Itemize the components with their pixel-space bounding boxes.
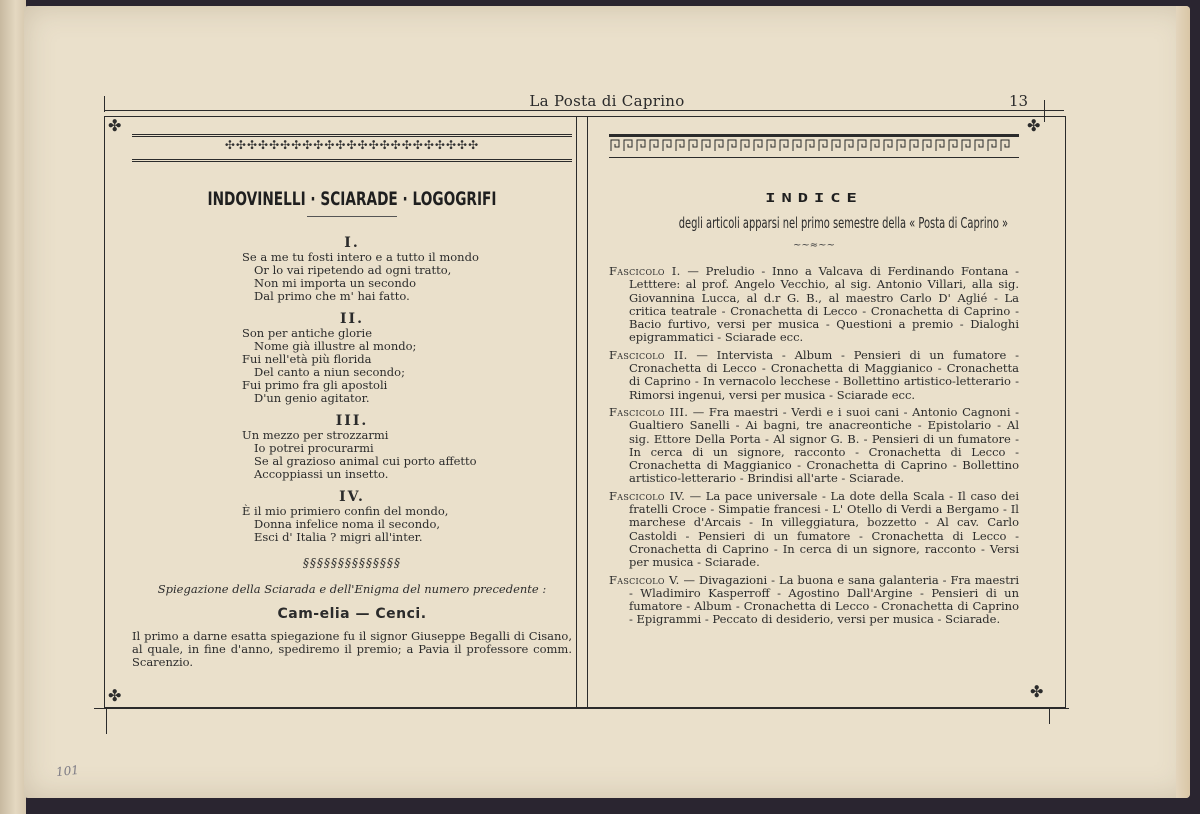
index-entry: [609, 406, 1019, 486]
riddle-verse: [242, 327, 572, 405]
riddle-verse: [242, 429, 572, 481]
corner-ornament-icon: ✤: [1030, 682, 1044, 701]
issue-label: Fascicolo IV.: [609, 488, 686, 503]
meander-motif: [897, 140, 905, 151]
verse-line: Accoppiassi un insetto.: [254, 467, 389, 481]
meander-motif: [754, 140, 762, 151]
meander-motif: [650, 140, 658, 151]
meander-motif: [741, 140, 749, 151]
meander-motif: [871, 140, 879, 151]
index-entry: [609, 349, 1019, 402]
verse-line: Io potrei procurarmi: [254, 441, 374, 455]
meander-motif: [780, 140, 788, 151]
verse-line: Son per antiche glorie: [242, 326, 372, 340]
issue-contents: — La pace universale - La dote della Scala - Il caso dei fratelli Croce - Simpatie francesi - L' Otello di Verdi a Bergamo - Il marchese d'Arcais - In villeggiatura, bozzetto - Al cav. Carlo Castoldi - Pensieri di un fumatore - Cronachetta di Lecco - Cronachetta di Caprino - In cerca di un signore, racconto - Versi per musica - Sciarade.: [629, 488, 1020, 570]
meander-motif: [923, 140, 931, 151]
index-entry: [609, 574, 1019, 627]
verse-line: Esci d' Italia ? migri all'inter.: [254, 530, 423, 544]
closing-paragraph: Il primo a darne esatta spiegazione fu il signor Giuseppe Begalli di Cisano, al quale, in fine d'anno, spediremo il premio; a Pavia il professore comm. Scarenzio.: [132, 629, 572, 669]
verse-line: Un mezzo per strozzarmi: [242, 428, 389, 442]
footer-rule: [94, 708, 1069, 709]
title-underline: [307, 216, 397, 217]
index-subtitle: degli articoli apparsi nel primo semestre della « Posta di Caprino »: [678, 214, 1009, 232]
meander-motif: [611, 140, 619, 151]
magazine-page: [24, 6, 1190, 798]
corner-ornament-icon: ✤: [1027, 116, 1041, 135]
issue-label: Fascicolo III.: [609, 404, 689, 419]
verse-line: Non mi importa un secondo: [254, 276, 417, 290]
meander-motif: [637, 140, 645, 151]
meander-motif: [728, 140, 736, 151]
riddle-numeral: IV.: [339, 489, 365, 505]
meander-motif: [676, 140, 684, 151]
issue-contents: — Fra maestri - Verdi e i suoi cani - Antonio Cagnoni - Gualtiero Sanelli - Ai bagni, tre anacreontiche - Epistolario - Al sig. Ettore Della Porta - Al signor G. B. - Pensieri di un fumatore - In cerca di un signore, racconto - Cronachetta di Lecco - Cronachetta di Maggianico - Cronachetta di Caprino - Bollettino artistico-letterario - Brindisi all'arte - Sciarade.: [629, 404, 1019, 486]
column-divider: [587, 116, 588, 708]
verse-line: Or lo vai ripetendo ad ogni tratto,: [254, 263, 452, 277]
meander-motif: [910, 140, 918, 151]
footer-tick-left: [106, 708, 107, 734]
meander-motif: [1001, 140, 1009, 151]
index-entry: [609, 265, 1019, 345]
meander-motif: [845, 140, 853, 151]
meander-motif: [949, 140, 957, 151]
index-column: [609, 134, 1019, 631]
previous-page-fold: [0, 0, 26, 814]
issue-label: Fascicolo V.: [609, 572, 680, 587]
meander-motif: [936, 140, 944, 151]
riddle-verse: [242, 505, 572, 544]
issue-contents: — Intervista - Album - Pensieri di un fumatore - Cronachetta di Lecco - Cronachetta di Maggianico - Cronachetta di Caprino - In vernacolo lecchese - Bollettino artistico-letterario - Rimorsi ingenui, versi per musica - Sciarade ecc.: [629, 347, 1019, 402]
explanation-caption: Spiegazione della Sciarada e dell'Enigma del numero precedente :: [157, 582, 547, 596]
issue-contents: — Preludio - Inno a Valcava di Ferdinando Fontana - Letttere: al prof. Angelo Vecchio, al sig. Antonio Villari, alla sig. Giovannina Lucca, al d.r G. B., al maestro Carlo D' Aglié - La critica teatrale - Cronachetta di Lecco - Cronachetta di Caprino - Bacio furtivo, versi per musica - Questioni a premio - Dialoghi epigrammatici - Sciarade ecc.: [629, 264, 1020, 345]
flourish-ornament: ~~≈~~: [793, 240, 835, 251]
section-title: INDOVINELLI · SCIARADE · LOGOGRIFI: [207, 188, 497, 210]
pencil-margin-note: 101: [55, 762, 80, 780]
meander-motif: [767, 140, 775, 151]
verse-line: È il mio primiero confin del mondo,: [242, 504, 449, 518]
corner-ornament-icon: ✤: [108, 686, 122, 705]
issue-label: Fascicolo II.: [609, 347, 688, 362]
issue-label: Fascicolo I.: [609, 264, 681, 278]
verse-line: Fui primo fra gli apostoli: [242, 378, 388, 392]
separator: §§§§§§§§§§§§§§: [303, 556, 401, 570]
verse-line: D'un genio agitator.: [254, 391, 370, 405]
verse-line: Se al grazioso animal cui porto affetto: [254, 454, 477, 468]
index-entries: [609, 265, 1019, 627]
meander-motif: [689, 140, 697, 151]
meander-motif: [663, 140, 671, 151]
index-entry: [609, 490, 1019, 570]
meander-motif: [806, 140, 814, 151]
verse-line: Se a me tu fosti intero e a tutto il mondo: [242, 250, 479, 264]
meander-motif: [884, 140, 892, 151]
puzzles-column: [132, 134, 572, 669]
footer-tick-right: [1049, 708, 1050, 724]
header-rule: [104, 110, 1064, 111]
verse-line: Del canto a niun secondo;: [254, 365, 405, 379]
meander-motif: [832, 140, 840, 151]
column-divider: [576, 116, 577, 708]
verse-line: Donna infelice noma il secondo,: [254, 517, 441, 531]
ornamental-band: ✣✣✣✣✣✣✣✣✣✣✣✣✣✣✣✣✣✣✣✣✣✣✣: [132, 134, 572, 162]
meander-motif: [988, 140, 996, 151]
issue-contents: — Divagazioni - La buona e sana galanteria - Fra maestri - Wladimiro Kasperroff - Agostino Dall'Argine - Pensieri di un fumatore - Album - Cronachetta di Lecco - Cronachetta di Caprino - Epigrammi - Peccato di desiderio, versi per musica - Sciarade.: [629, 572, 1020, 627]
meander-motif: [819, 140, 827, 151]
meander-motif: [962, 140, 970, 151]
riddle-numeral: II.: [340, 311, 364, 327]
riddle-numeral: III.: [335, 413, 369, 429]
corner-ornament-icon: ✤: [108, 116, 122, 135]
meander-motif: [793, 140, 801, 151]
verse-line: Fui nell'età più florida: [242, 352, 372, 366]
solution: Cam-elia — Cenci.: [277, 606, 427, 622]
page-number: 13: [1009, 92, 1029, 110]
ornamental-band-pattern: [609, 137, 1019, 153]
meander-motif: [715, 140, 723, 151]
meander-motif: [702, 140, 710, 151]
verse-line: Nome già illustre al mondo;: [254, 339, 417, 353]
page-edge: [1176, 6, 1190, 798]
meander-motif: [858, 140, 866, 151]
riddle-numeral: I.: [344, 235, 360, 251]
riddle-verse: [242, 251, 572, 303]
running-title: La Posta di Caprino: [529, 92, 685, 110]
meander-motif: [975, 140, 983, 151]
meander-motif: [624, 140, 632, 151]
ornamental-band: [609, 134, 1019, 158]
verse-line: Dal primo che m' hai fatto.: [254, 289, 410, 303]
index-title: INDICE: [765, 190, 863, 206]
